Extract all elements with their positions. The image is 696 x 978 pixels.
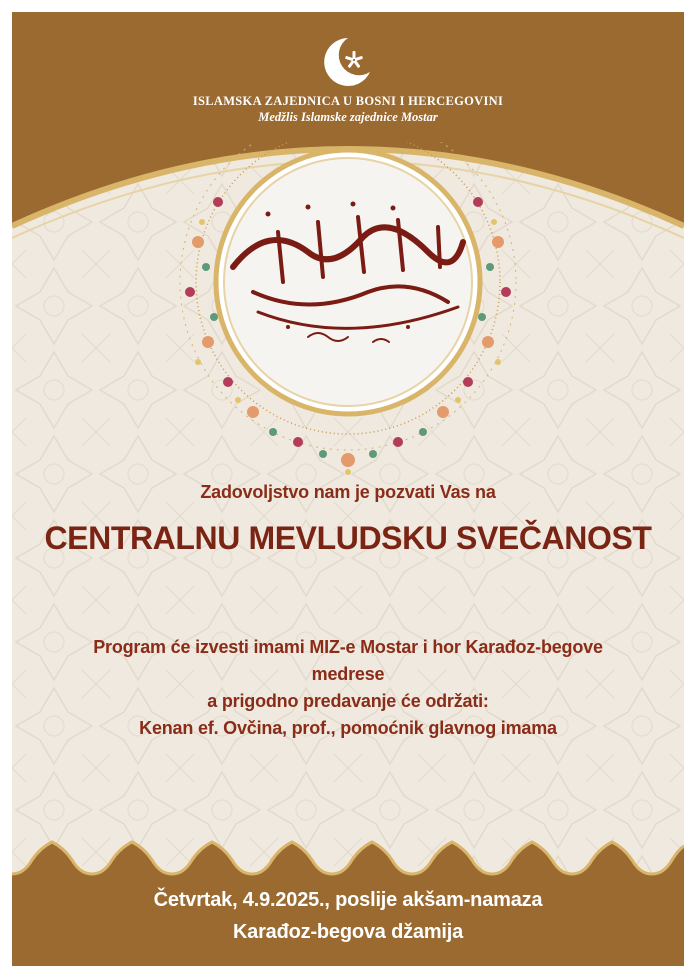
sub-organization-name: Medžlis Islamske zajednice Mostar — [258, 110, 438, 124]
program-line: a prigodno predavanje će održati: — [207, 691, 489, 711]
speaker-line: Kenan ef. Ovčina, prof., pomoćnik glavnog imama — [139, 718, 557, 738]
event-title: CENTRALNU MEVLUDSKU SVEČANOST — [44, 520, 652, 556]
invitation-poster — [12, 12, 684, 966]
event-venue: Karađoz-begova džamija — [232, 921, 464, 943]
organization-name: ISLAMSKA ZAJEDNICA U BOSNI I HERCEGOVINI — [192, 94, 504, 108]
program-line: Program će izvesti imami MIZ-e Mostar i hor Karađoz-begove — [93, 637, 603, 657]
calligraphy-medallion — [158, 142, 538, 482]
program-line: medrese — [311, 664, 385, 684]
program-description — [52, 634, 644, 742]
crescent-star-icon — [318, 32, 378, 92]
invitation-intro: Zadovoljstvo nam je pozvati Vas na — [200, 482, 496, 502]
event-date: Četvrtak, 4.9.2025., poslije akšam-namaza — [153, 889, 543, 911]
